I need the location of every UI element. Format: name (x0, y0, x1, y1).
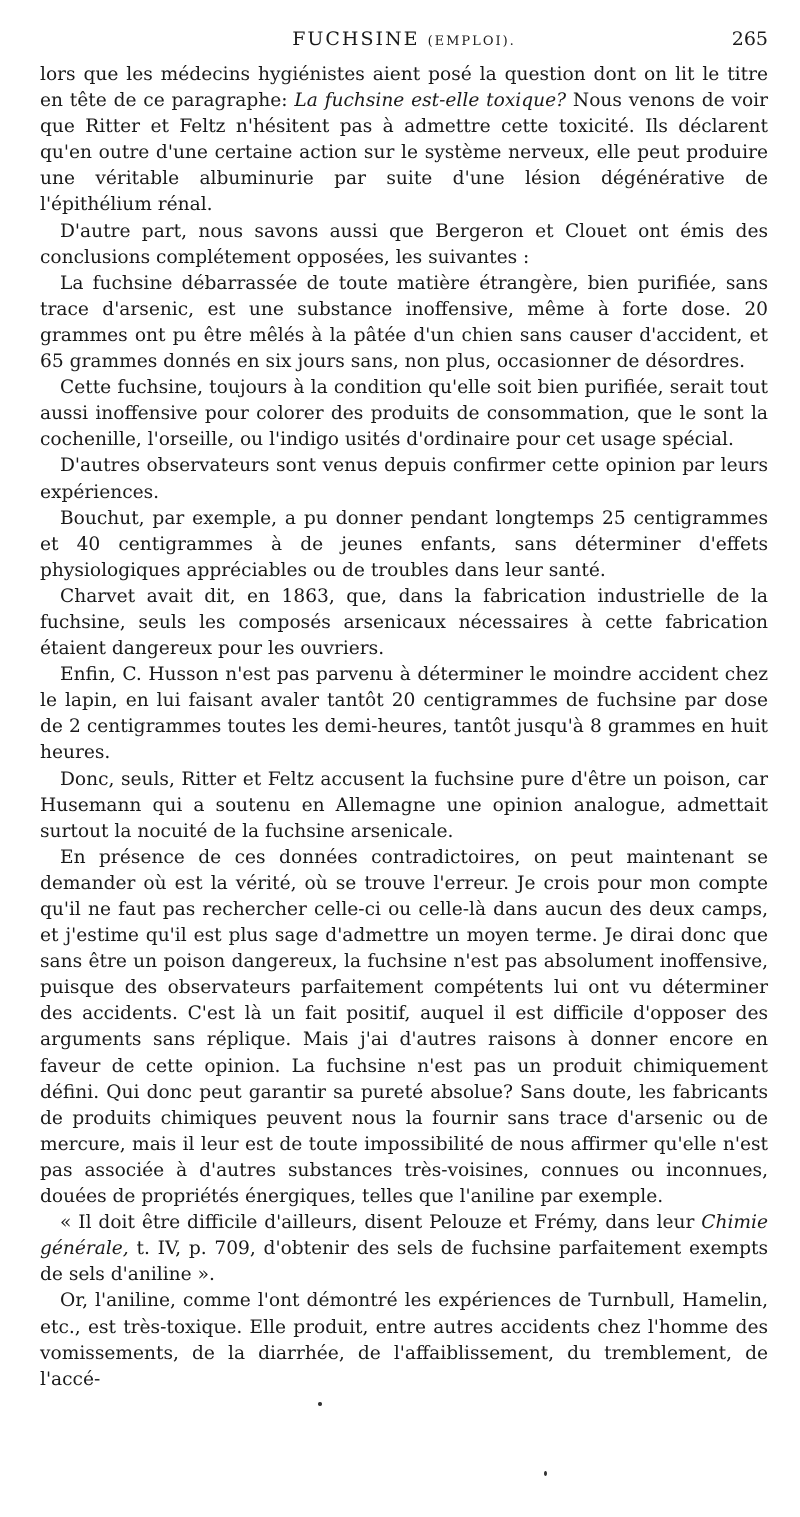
paragraph-text: Enfin, C. Husson n'est pas parvenu à déterminer le moindre accident chez le lapin, en lui faisant avaler tantôt 20 centigrammes de fuchsine par dose de 2 centigrammes toutes les demi-heures, tantôt jusqu'à 8 grammes en huit heures. (40, 664, 768, 764)
paragraph-text: Cette fuchsine, toujours à la condition qu'elle soit bien purifiée, serait tout aussi inoffensive pour colorer des produits de consommation, que le sont la cochenille, l'orseille, ou l'indigo usités d'ordinaire pour cet usage spécial. (40, 377, 768, 451)
paragraph (40, 767, 768, 845)
paragraph (40, 219, 768, 271)
paragraph (40, 271, 768, 375)
paragraph-text: En présence de ces données contradictoires, on peut maintenant se demander où est la vérité, où se trouve l'erreur. Je crois pour mon compte qu'il ne faut pas rechercher celle-ci ou celle-là dans aucun des deux camps, et j'estime qu'il est plus sage d'admettre un moyen terme. Je dirai donc que sans être un poison dangereux, la fuchsine n'est pas absolument inoffensive, puisque des observateurs parfaitement compétents lui ont vu déterminer des accidents. C'est là un fait positif, auquel il est difficile d'opposer des arguments sans réplique. Mais j'ai d'autres raisons à donner encore en faveur de cette opinion. La fuchsine n'est pas un produit chimiquement défini. Qui donc peut garantir sa pureté absolue? Sans doute, les fabricants de produits chimiques peuvent nous la fournir sans trace d'arsenic ou de mercure, mais il leur est de toute impossibilité de nous affirmer qu'elle n'est pas associée à d'autres substances très-voisines, connues ou inconnues, douées de propriétés énergiques, telles que l'aniline par exemple. (40, 846, 768, 1208)
paragraph-text: Charvet avait dit, en 1863, que, dans la fabrication industrielle de la fuchsine, seuls les composés arsenicaux nécessaires à cette fabrication étaient dangereux pour les ouvriers. (40, 585, 768, 660)
paragraph (40, 584, 768, 662)
paragraph-text: Nous venons de voir que Ritter et Feltz n'hésitent pas à admettre cette toxicité. Ils déclarent qu'en outre d'une certaine action sur le système nerveux, elle peut produire une véritable albuminurie par suite d'une lésion dégénérative de l'épithélium rénal. (40, 90, 769, 216)
italic-text: La fuchsine est-elle toxique? (294, 90, 567, 112)
running-title (40, 28, 768, 50)
paragraph (40, 1288, 768, 1392)
body-text (40, 62, 768, 1393)
page-number: 265 (731, 28, 768, 50)
paragraph-text: Bouchut, par exemple, a pu donner pendant longtemps 25 centigrammes et 40 centigrammes à de jeunes enfants, sans déterminer d'effets physiologiques appréciables ou de troubles dans leur santé. (40, 507, 768, 581)
italic-text: Chimie générale, (40, 1212, 768, 1260)
speck-dot (318, 1402, 322, 1406)
paragraph-text: D'autre part, nous savons aussi que Bergeron et Clouet ont émis des conclusions complétement opposées, les suivantes : (40, 220, 768, 268)
paragraph (40, 662, 768, 766)
paragraph-text: D'autres observateurs sont venus depuis confirmer cette opinion par leurs expériences. (40, 455, 768, 503)
paragraph (40, 453, 768, 505)
speck-dot (544, 1471, 547, 1476)
paragraph (40, 375, 768, 453)
paragraph (40, 506, 768, 584)
paragraph-text: Or, l'aniline, comme l'ont démontré les expériences de Turnbull, Hamelin, etc., est très-toxique. Elle produit, entre autres accidents chez l'homme des vomissements, de la diarrhée, de l'affaiblissement, du tremblement, de l'accé- (40, 1290, 768, 1390)
paragraph-text: t. IV, p. 709, d'obtenir des sels de fuchsine parfaitement exempts de sels d'aniline ». (40, 1238, 768, 1286)
running-header (40, 28, 768, 58)
paragraph-text: lors que les médecins hygiénistes aient posé la question dont on lit le titre en tête de ce paragraphe: (40, 64, 768, 112)
running-title-main: FUCHSINE (292, 28, 420, 50)
paragraph (40, 62, 768, 219)
paragraph-text: La fuchsine débarrassée de toute matière étrangère, bien purifiée, sans trace d'arsenic, est une substance inoffensive, même à forte dose. 20 grammes ont pu être mêlés à la pâtée d'un chien sans causer d'accident, et 65 grammes donnés en six jours sans, non plus, occasionner de désordres. (40, 272, 768, 373)
running-title-paren: (EMPLOI). (427, 34, 516, 49)
paragraph-text: « Il doit être difficile d'ailleurs, disent Pelouze et Frémy, dans leur (60, 1212, 702, 1234)
paragraph-text: Donc, seuls, Ritter et Feltz accusent la fuchsine pure d'être un poison, car Husemann qui a soutenu en Allemagne une opinion analogue, admettait surtout la nocuité de la fuchsine arsenicale. (40, 768, 768, 842)
paragraph (40, 845, 768, 1210)
paragraph (40, 1210, 768, 1288)
